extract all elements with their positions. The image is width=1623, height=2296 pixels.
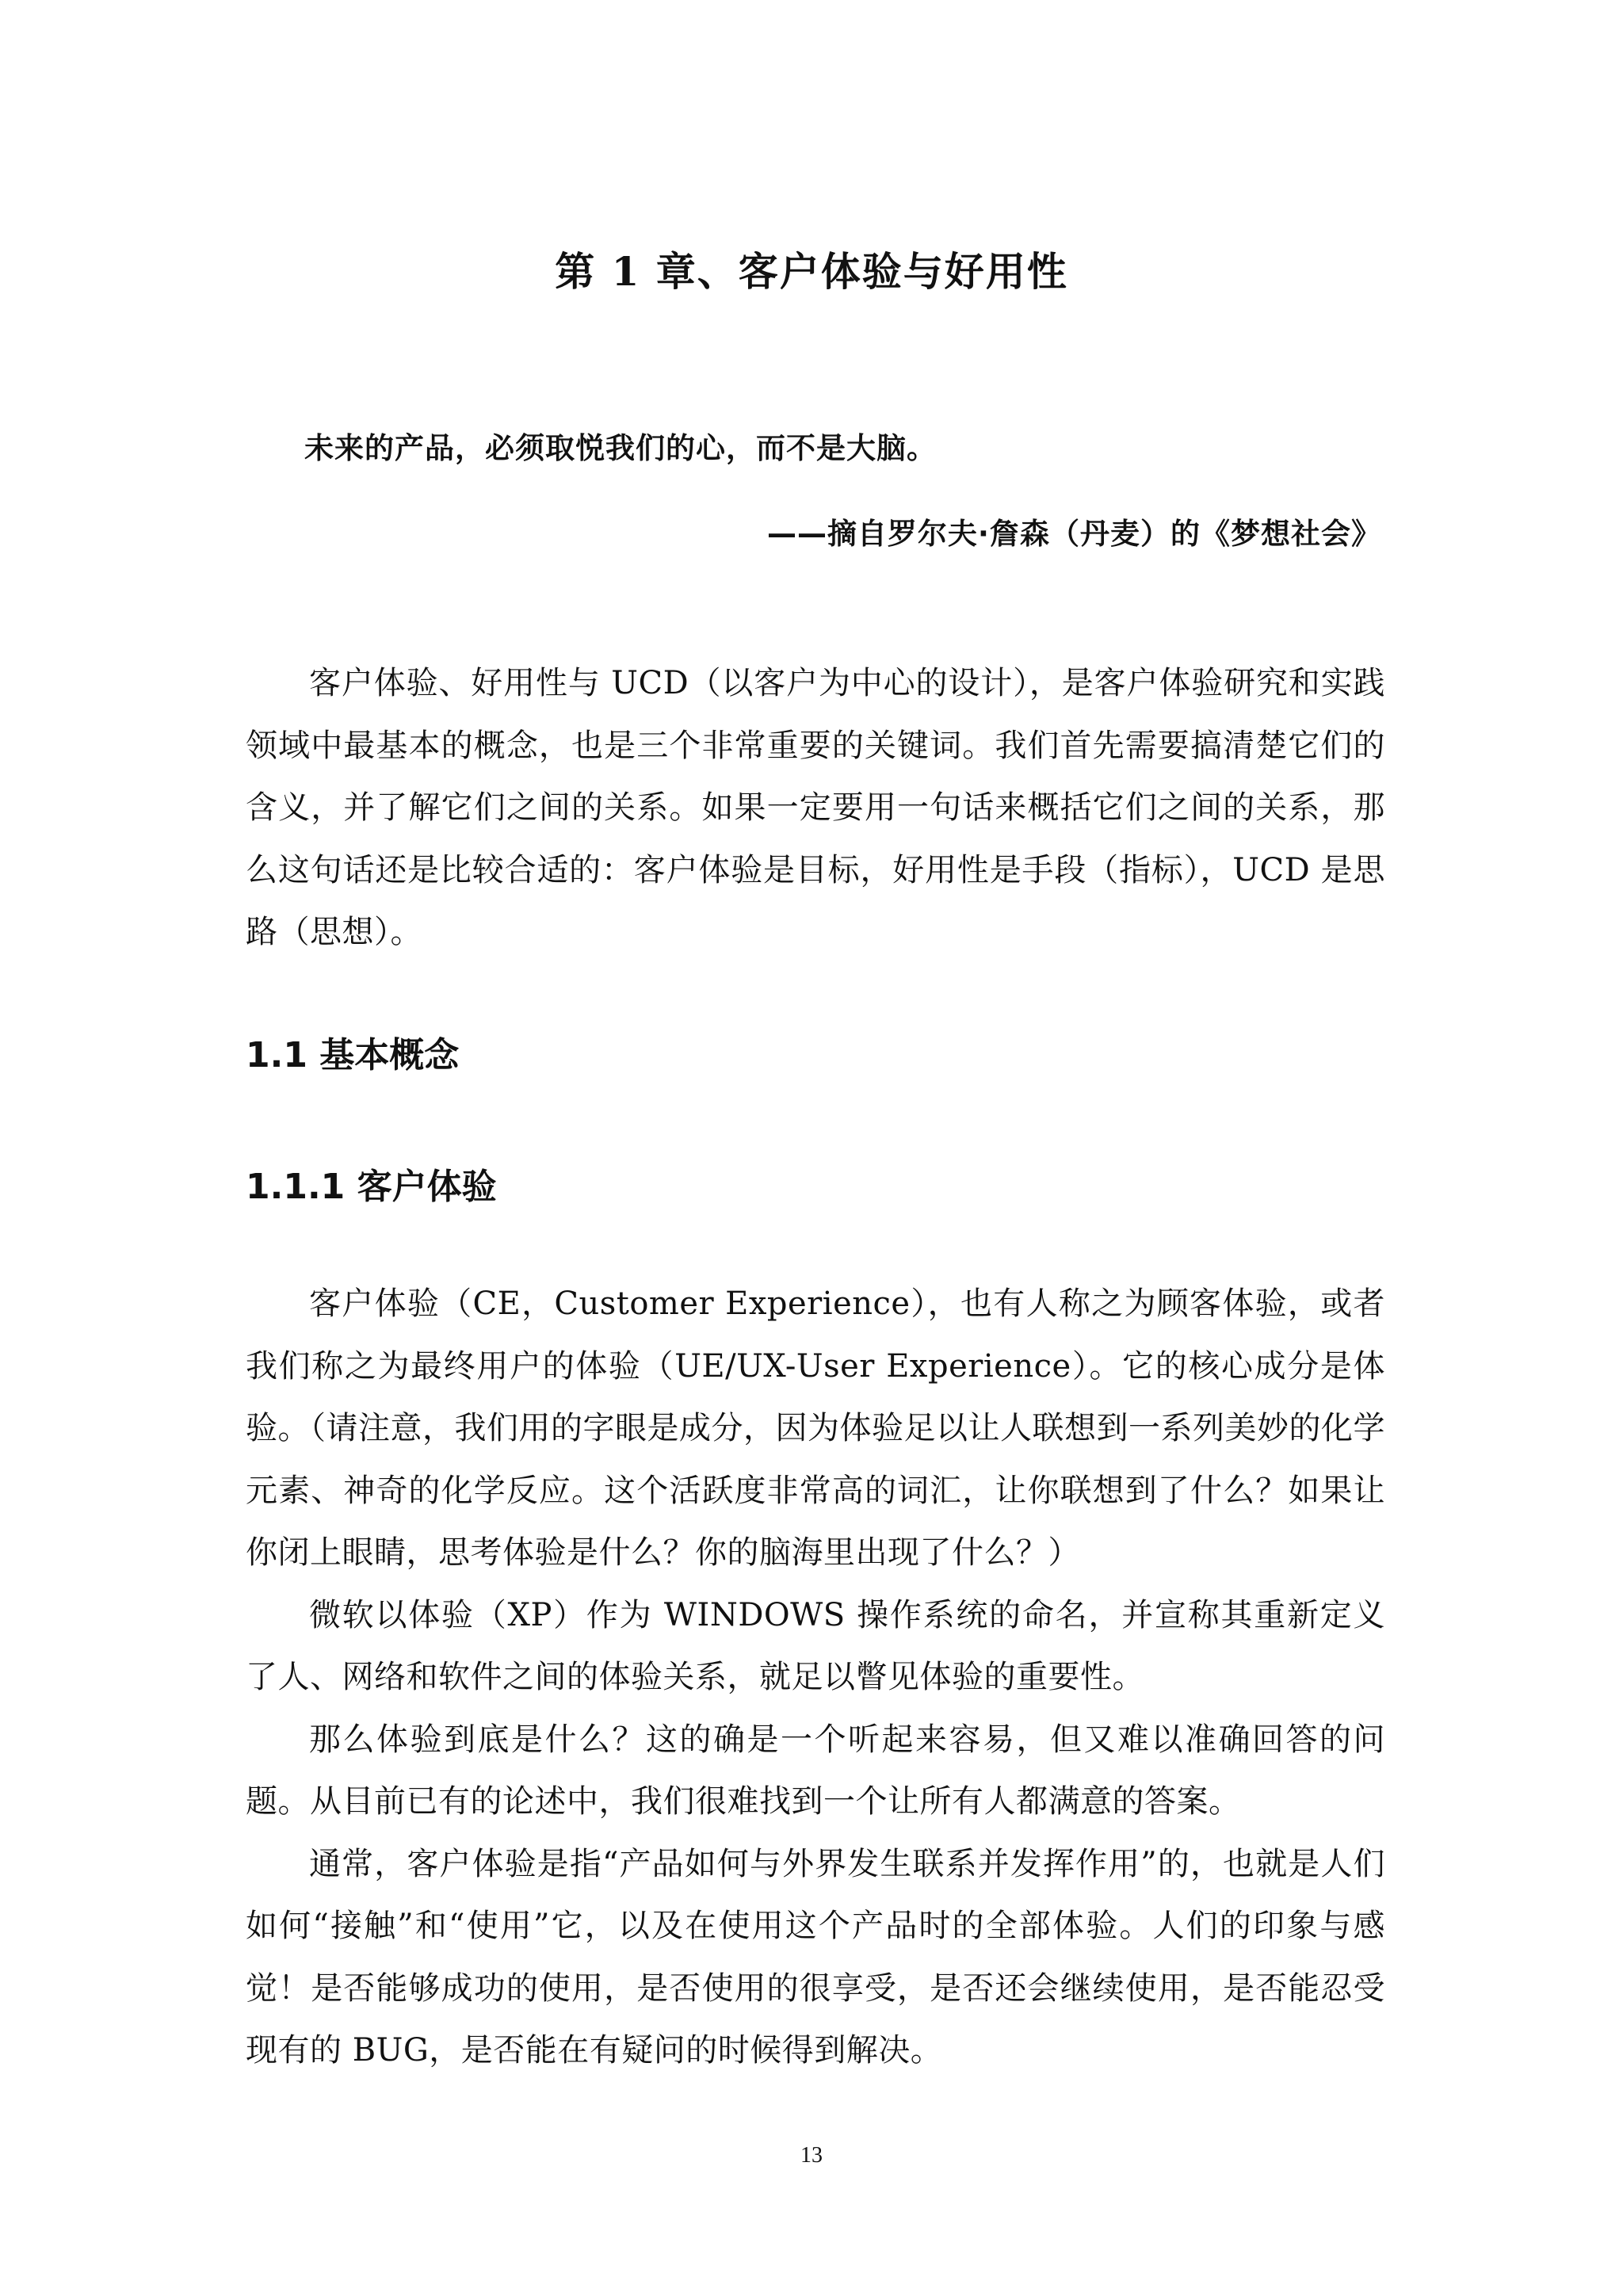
chapter-title: 第 1 章、客户体验与好用性 — [555, 248, 1068, 295]
body-paragraph: 客户体验（CE，Customer Experience），也有人称之为顾客体验，或者我们称之为最终用户的体验（UE/UX-User Experience）。它的核心成分是体验。（请注意，我们用的字眼是成分，因为体验足以让人联想到一系列美妙的化学元素、神奇的化学反应。这个活跃度非常高的词汇，让你联想到了什么？如果让你闭上眼睛，思考体验是什么？你的脑海里出现了什么？） — [246, 1286, 1385, 1571]
section-heading-1-1-1: 1.1.1 客户体验 — [246, 1167, 497, 1207]
intro-text — [246, 652, 1385, 964]
section-heading-1-1: 1.1 基本概念 — [246, 1035, 460, 1075]
epigraph-quote: 未来的产品，必须取悦我们的心，而不是大脑。 — [304, 431, 937, 465]
epigraph-source: ——摘自罗尔夫·詹森（丹麦）的《梦想社会》 — [766, 517, 1381, 551]
section-1-1-1-text — [246, 1273, 1385, 2082]
intro-paragraph: 客户体验、好用性与 UCD（以客户为中心的设计），是客户体验研究和实践领域中最基本的概念，也是三个非常重要的关键词。我们首先需要搞清楚它们的含义，并了解它们之间的关系。如果一定要用一句话来概括它们之间的关系，那么这句话还是比较合适的：客户体验是目标，好用性是手段（指标），UCD 是思路（思想）。 — [246, 665, 1385, 950]
body-paragraph: 微软以体验（XP）作为 WINDOWS 操作系统的命名，并宣称其重新定义了人、网络和软件之间的体验关系，就足以瞥见体验的重要性。 — [246, 1596, 1385, 1695]
body-paragraph: 那么体验到底是什么？这的确是一个听起来容易，但又难以准确回答的问题。从目前已有的论述中，我们很难找到一个让所有人都满意的答案。 — [246, 1721, 1385, 1820]
body-paragraph: 通常，客户体验是指“产品如何与外界发生联系并发挥作用”的，也就是人们如何“接触”和“使用”它，以及在使用这个产品时的全部体验。人们的印象与感觉！是否能够成功的使用，是否使用的很享受，是否还会继续使用，是否能忍受现有的 BUG，是否能在有疑问的时候得到解决。 — [246, 1845, 1385, 2069]
page-number: 13 — [800, 2143, 823, 2168]
